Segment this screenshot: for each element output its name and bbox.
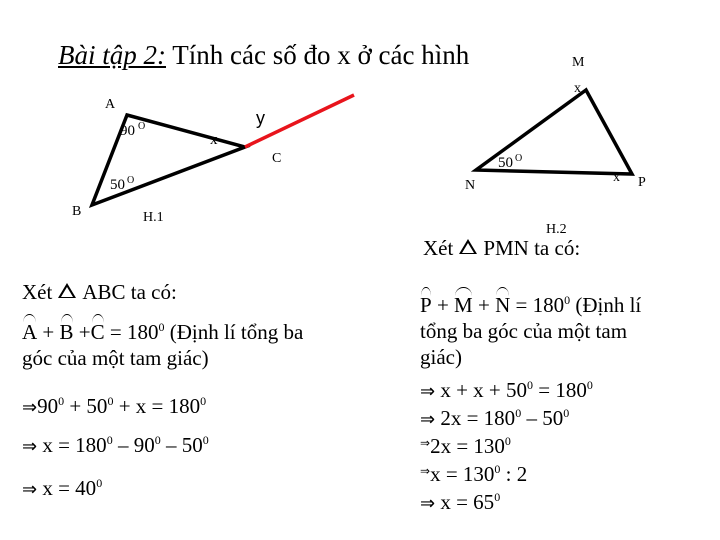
heading-suffix: PMN ta có: xyxy=(483,236,581,260)
angle-p-symbol: P xyxy=(420,293,432,317)
angle-a-symbol: A xyxy=(22,320,38,344)
right-step-1 xyxy=(420,378,593,403)
degree-sup: 0 xyxy=(58,394,65,408)
right-step-2 xyxy=(420,406,569,431)
angle-a-value: 90 xyxy=(120,123,135,139)
right-step-3 xyxy=(420,434,511,459)
left-angle-sum: $A + B +C = 180^0$ (Định lí tổng ba xyxy=(22,320,304,344)
degree-sup: 0 xyxy=(504,434,511,448)
heading-prefix: Xét xyxy=(22,280,53,304)
angle-n-symbol: N xyxy=(495,293,511,317)
degree-sup: 0 xyxy=(158,320,165,334)
vertex-c-label: C xyxy=(272,151,282,166)
implies-icon: ⇒ xyxy=(420,464,431,478)
vertex-p-label: P xyxy=(638,175,646,190)
angle-n-degree: O xyxy=(515,153,523,164)
degree-sup: 0 xyxy=(96,476,103,490)
angle-a-degree: O xyxy=(138,121,146,132)
step1-part-a: 90 xyxy=(37,394,59,418)
figure-h1-caption: H.1 xyxy=(143,210,164,225)
step1-part-c: + x = 180 xyxy=(113,394,201,418)
degree-sup: 0 xyxy=(107,394,114,408)
angle-b-value: 50 xyxy=(110,177,125,193)
right-step-5 xyxy=(420,490,500,515)
step5-result: x = 65 xyxy=(435,490,495,514)
angle-b-symbol: B xyxy=(59,320,74,344)
step2-part-b: – 90 xyxy=(112,433,155,457)
left-heading xyxy=(22,280,177,305)
step2-part-a: 2x = 180 xyxy=(435,406,516,430)
exercise-label: Bài tập 2: xyxy=(58,40,166,70)
left-step-3 xyxy=(22,476,102,501)
implies-icon: ⇒ xyxy=(22,436,38,457)
implies-icon: ⇒ xyxy=(420,436,431,450)
step2-part-b: – 50 xyxy=(521,406,564,430)
theorem-note: (Định lí xyxy=(570,293,642,317)
triangle-icon xyxy=(459,239,477,254)
vertex-n-label: N xyxy=(465,178,476,193)
right-theorem-line3: giác) xyxy=(420,345,462,369)
left-step-1 xyxy=(22,394,206,419)
angle-b-degree: O xyxy=(127,175,135,186)
right-theorem-line2: tổng ba góc của một tam xyxy=(420,319,628,343)
step3-result: x = 40 xyxy=(37,476,97,500)
sum-value: = 180 xyxy=(510,293,565,317)
right-heading xyxy=(423,236,580,261)
step2-part-a: x = 180 xyxy=(37,433,107,457)
degree-sup: 0 xyxy=(563,406,570,420)
degree-sup: 0 xyxy=(154,433,161,447)
degree-sup: 0 xyxy=(515,406,522,420)
angle-p-label: x xyxy=(613,170,620,185)
theorem-note: (Định lí tổng ba xyxy=(164,320,304,344)
degree-sup: 0 xyxy=(527,378,534,392)
angle-c-label: x xyxy=(210,132,218,148)
implies-icon: ⇒ xyxy=(420,493,436,514)
angle-m-symbol: M xyxy=(454,293,473,317)
figure-h1 xyxy=(72,95,354,225)
angle-c-symbol: C xyxy=(90,320,105,344)
vertex-b-label: B xyxy=(72,204,82,219)
step1-part-b: + 50 xyxy=(64,394,108,418)
step1-part-b: = 180 xyxy=(533,378,587,402)
sum-value: = 180 xyxy=(104,320,159,344)
exercise-instruction: Tính các số đo x ở các hình xyxy=(172,40,470,70)
degree-sup: 0 xyxy=(494,490,501,504)
right-angle-sum: $P + M + N = 180^0$ (Định lí xyxy=(420,293,642,317)
figure-h2 xyxy=(465,55,646,237)
right-step-4 xyxy=(420,462,527,487)
degree-sup: 0 xyxy=(202,433,209,447)
heading-suffix: ABC ta có: xyxy=(82,280,177,304)
implies-icon: ⇒ xyxy=(420,381,436,402)
step2-part-c: – 50 xyxy=(160,433,203,457)
degree-sup: 0 xyxy=(564,293,571,307)
triangle-icon xyxy=(58,283,76,298)
left-theorem-line2: góc của một tam giác) xyxy=(22,346,209,370)
step4-part-a: x = 130 xyxy=(430,462,495,486)
implies-icon: ⇒ xyxy=(22,397,38,418)
step3-result: 2x = 130 xyxy=(430,434,505,458)
degree-sup: 0 xyxy=(106,433,113,447)
implies-icon: ⇒ xyxy=(22,479,38,500)
angle-m-label: x xyxy=(574,81,581,96)
heading-prefix: Xét xyxy=(423,236,454,260)
implies-icon: ⇒ xyxy=(420,409,436,430)
left-step-2 xyxy=(22,433,209,458)
step4-part-b: : 2 xyxy=(500,462,528,486)
degree-sup: 0 xyxy=(200,394,207,408)
figure-h2-caption: H.2 xyxy=(546,222,567,237)
step1-part-a: x + x + 50 xyxy=(435,378,528,402)
angle-n-value: 50 xyxy=(498,155,513,171)
degree-sup: 0 xyxy=(586,378,593,392)
degree-sup: 0 xyxy=(494,462,501,476)
exterior-angle-label: y xyxy=(256,108,265,128)
vertex-m-label: M xyxy=(572,55,585,70)
vertex-a-label: A xyxy=(105,97,116,112)
